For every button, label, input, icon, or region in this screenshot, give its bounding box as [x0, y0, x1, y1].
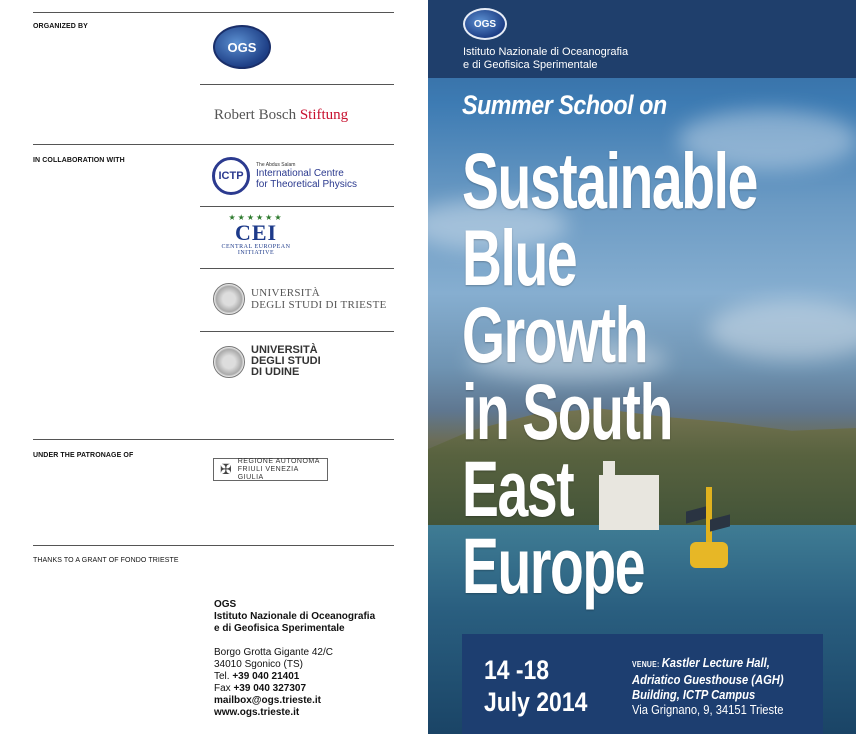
cover-panel [428, 0, 856, 734]
divider [33, 144, 394, 145]
cover-subtitle: Summer School on [462, 90, 667, 120]
cover-inst-line1: Istituto Nazionale di Oceanografia [463, 46, 629, 58]
ictp-mark-icon: ICTP [212, 157, 250, 195]
venue [632, 655, 784, 717]
title-line: Sustainable [462, 136, 757, 225]
cover-ogs-logo: OGS [463, 8, 507, 40]
cei-logo [213, 213, 299, 256]
fax-label: Fax [214, 683, 234, 694]
ictp-logo [212, 157, 357, 195]
title-line: Blue [462, 213, 577, 302]
regione-logo [213, 458, 328, 481]
bosch-name: Robert Bosch [214, 107, 300, 123]
address-street: Borgo Grotta Gigante 42/C [214, 647, 333, 658]
address-fax [214, 683, 375, 695]
venue-label: VENUE: [632, 660, 662, 669]
ictp-name-line1: International Centre [256, 168, 344, 179]
divider [33, 12, 394, 13]
tel-number: +39 040 21401 [232, 671, 300, 682]
dates-days: 14 -18 [484, 655, 550, 685]
bosch-stiftung: Stiftung [299, 107, 349, 123]
address-name2: e di Geofisica Sperimentale [214, 623, 345, 634]
venue-line3: Building, ICTP Campus [632, 687, 756, 702]
email-link[interactable]: mailbox@ogs.trieste.it [214, 695, 321, 706]
address-city: 34010 Sgonico (TS) [214, 659, 303, 670]
address-org: OGS [214, 599, 237, 610]
regione-line1: REGIONE AUTONOMA [237, 457, 320, 465]
cover-inst-line2: e di Geofisica Sperimentale [463, 59, 598, 71]
fax-number: +39 040 327307 [233, 683, 307, 694]
bosch-logo [214, 107, 348, 124]
patronage-label: UNDER THE PATRONAGE OF [33, 452, 134, 459]
venue-line2: Adriatico Guesthouse (AGH) [632, 672, 784, 687]
title-line: Europe [462, 521, 645, 610]
thanks-label: THANKS TO A GRANT OF FONDO TRIESTE [33, 557, 179, 564]
ictp-small-text: The Abdus Salam [256, 162, 296, 168]
divider [33, 439, 394, 440]
divider [200, 331, 394, 332]
regione-line2: FRIULI VENEZIA GIULIA [237, 465, 299, 481]
address-name1: Istituto Nazionale di Oceanografia [214, 611, 376, 622]
title-line: Growth [462, 290, 648, 379]
udine-line1: UNIVERSITÀ [251, 344, 318, 356]
trieste-line2: DEGLI STUDI DI TRIESTE [251, 299, 387, 311]
venue-line4: Via Grignano, 9, 34151 Trieste [632, 702, 784, 717]
web-link[interactable]: www.ogs.trieste.it [214, 707, 300, 718]
cover-institute [463, 46, 628, 72]
cei-main: CEI [234, 220, 278, 245]
stars-icon: ★★★★★★ [228, 213, 284, 222]
trieste-line1: UNIVERSITÀ [251, 287, 320, 299]
divider [200, 268, 394, 269]
divider [33, 545, 394, 546]
udine-line3: DI UDINE [251, 366, 300, 378]
dates [484, 654, 587, 718]
venue-line1: Kastler Lecture Hall, [661, 655, 770, 670]
ogs-logo: OGS [213, 25, 271, 69]
collaboration-label: IN COLLABORATION WITH [33, 157, 125, 164]
divider [200, 84, 394, 85]
eagle-icon: ✠ [220, 461, 232, 477]
univ-udine-logo [213, 345, 321, 378]
address-block [214, 599, 375, 719]
organized-by-label: ORGANIZED BY [33, 23, 88, 30]
dates-month: July 2014 [484, 687, 588, 717]
ictp-name-line2: for Theoretical Physics [256, 179, 357, 190]
tel-label: Tel. [214, 671, 233, 682]
udine-line2: DEGLI STUDI [251, 355, 321, 367]
title-line: in South [462, 367, 672, 456]
address-tel [214, 671, 375, 683]
seal-icon [213, 346, 245, 378]
info-box [462, 634, 823, 734]
seal-icon [213, 283, 245, 315]
cover-title [462, 136, 757, 610]
univ-trieste-logo [213, 283, 387, 315]
title-line: East [462, 444, 574, 533]
cei-sub: CENTRAL EUROPEAN INITIATIVE [221, 244, 291, 256]
divider [200, 206, 394, 207]
